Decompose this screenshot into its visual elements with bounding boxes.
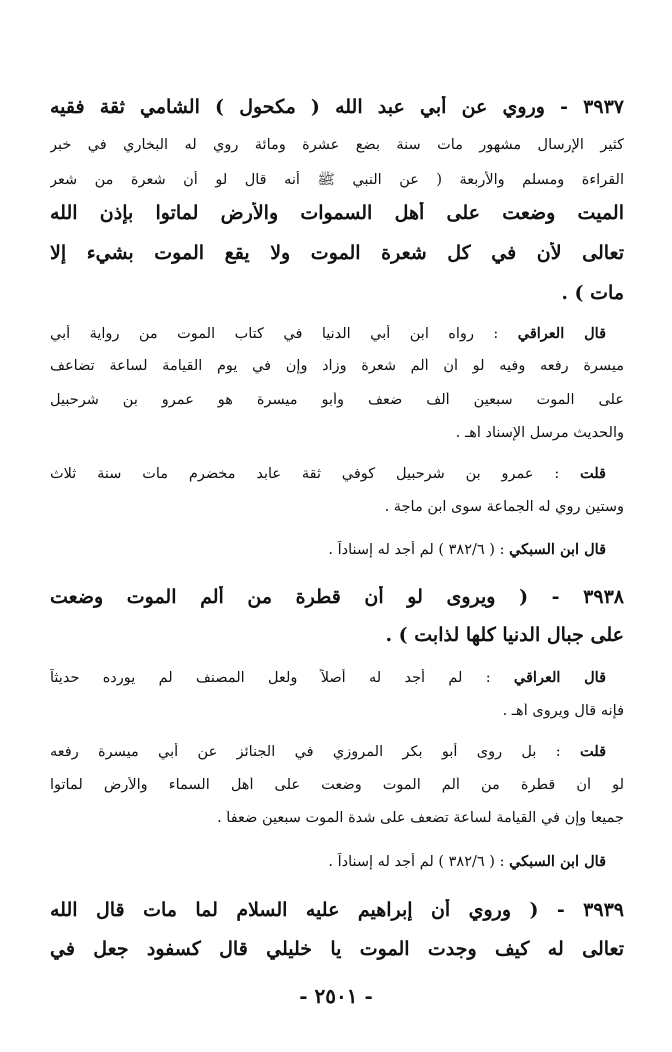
iraqi-2-line-2: فإنه قال ويروى أهـ . <box>502 703 624 719</box>
hadith-3937-line-1: ٣٩٣٧ - وروي عن أبي عبد الله ( مكحول ) الشامي ثقة فقيه <box>50 96 624 118</box>
qultu-1-label: قلت <box>580 465 606 482</box>
qultu-1-line-1 <box>50 465 606 482</box>
qultu-2-line-2: لو أن قطرة من ألم الموت وضعت على أهل السماء والأرض لماتوا <box>50 777 624 793</box>
hadith-3938-line-1: ٣٩٣٨ - ( ويروى لو أن قطرة من ألم الموت وضعت <box>50 586 624 608</box>
hadith-3937-line-2: كثير الإرسال مشهور مات سنة بضع عشرة ومائة روي له البخاري في خبر <box>50 137 624 153</box>
hadith-3937-line-3: القراءة ومسلم والأربعة ( عن النبي ﷺ أنه قال لو أن شعرة من شعر <box>50 172 624 188</box>
iraqi-1-line-3: على الموت سبعين ألف ضعف وأبو ميسرة هو عمرو بن شرحبيل <box>50 392 624 408</box>
subki-2-text: : ( ٣٨٢/٦ ) لم أجد له إسناداً . <box>328 854 505 870</box>
iraqi-1-line-2: ميسرة رفعه وفيه لو أن ألم شعرة وزاد وإن في يوم القيامة لساعة تضاعف <box>50 358 624 374</box>
iraqi-1-line-1 <box>50 325 606 342</box>
hadith-3938-line-2: على جبال الدنيا كلها لذابت ) . <box>385 624 624 646</box>
subki-1-label: قال ابن السبكي <box>509 541 606 558</box>
iraqi-1-label: قال العراقي <box>517 325 606 342</box>
qultu-1-line-2: وستين روي له الجماعة سوى ابن ماجة . <box>384 499 624 515</box>
hadith-3939-line-1: ٣٩٣٩ - ( وروي أن إبراهيم عليه السلام لما مات قال الله <box>50 899 624 921</box>
qultu-2-label: قلت <box>580 743 606 760</box>
subki-2-label: قال ابن السبكي <box>509 853 606 870</box>
subki-2-line <box>50 853 606 870</box>
hadith-3937-line-4: الميت وضعت على أهل السموات والأرض لماتوا بإذن الله <box>50 202 624 224</box>
iraqi-2-text: : لم أجد له أصلاً ولعل المصنف لم يورده حديثاً <box>50 670 491 686</box>
subki-1-line <box>50 541 606 558</box>
hadith-3937-line-5: تعالى لأن في كل شعرة الموت ولا يقع الموت بشيء إلا <box>50 242 624 264</box>
qultu-1-text: : عمرو بن شرحبيل كوفي ثقة عابد مخضرم مات سنة ثلاث <box>50 466 560 482</box>
iraqi-2-label: قال العراقي <box>513 669 606 686</box>
hadith-3937-line-6: مات ) . <box>561 282 624 304</box>
hadith-3939-line-2: تعالى له كيف وجدت الموت يا خليلي قال كسفود جعل في <box>50 938 624 960</box>
qultu-2-line-3: جميعاً وإن في القيامة لساعة تضعف على شدة الموت سبعين ضعفاً . <box>217 810 624 826</box>
iraqi-1-text: : رواه ابن أبي الدنيا في كتاب الموت من رواية أبي <box>50 326 499 342</box>
subki-1-text: : ( ٣٨٢/٦ ) لم أجد له إسناداً . <box>328 542 505 558</box>
iraqi-2-line-1 <box>50 669 606 686</box>
qultu-2-text: : بل روى أبو بكر المروزي في الجنائز عن أبي ميسرة رفعه <box>50 744 561 760</box>
page-number: - ٢٥٠١ - <box>299 984 373 1008</box>
iraqi-1-line-4: والحديث مرسل الإسناد أهـ . <box>455 425 624 441</box>
qultu-2-line-1 <box>50 743 606 760</box>
